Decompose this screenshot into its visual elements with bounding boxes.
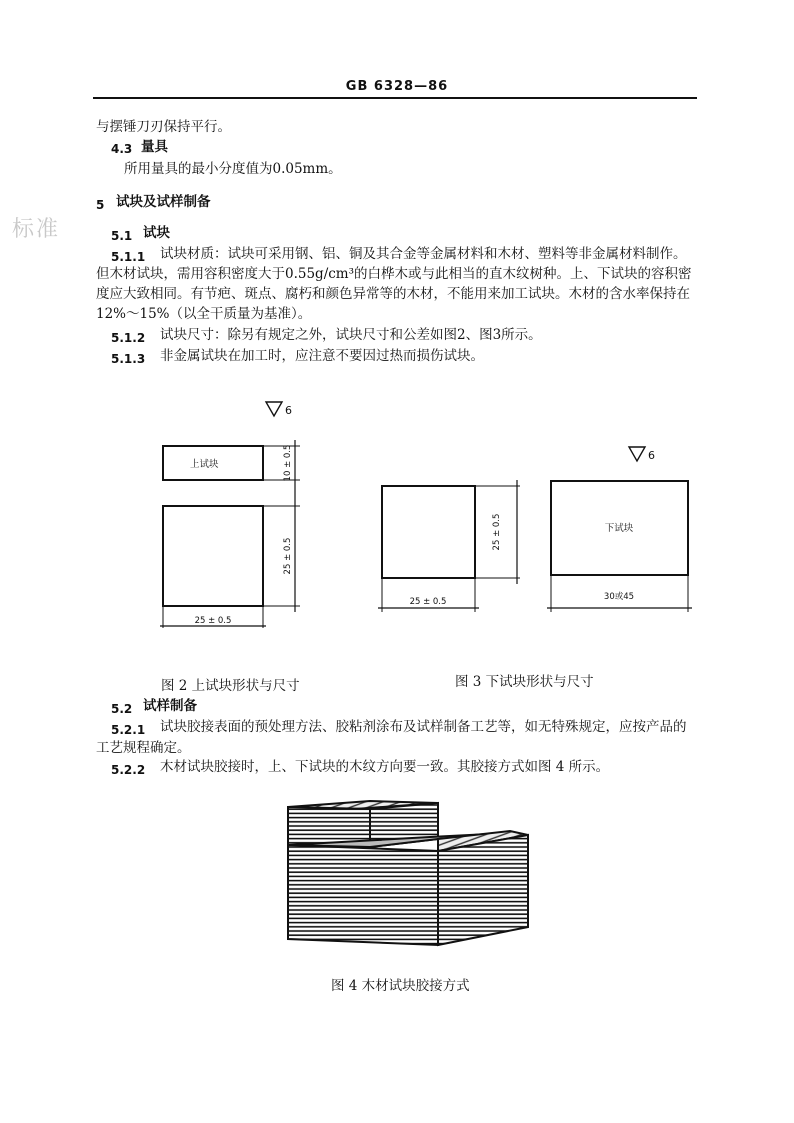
text-line: 试块胶接表面的预处理方法、胶粘剂涂布及试样制备工艺等，如无特殊规定，应按产品的 <box>160 719 687 735</box>
text-line: 工艺规程确定。 <box>96 740 191 756</box>
upper-test-block-rect <box>163 506 263 606</box>
section-number: 5 <box>96 198 105 212</box>
fig3-roughness-value: 6 <box>648 449 655 462</box>
text-line: 所用量具的最小分度值为0.05mm。 <box>124 161 342 177</box>
figure-4 <box>270 795 540 955</box>
watermark: 标准 <box>12 217 61 242</box>
section-number: 5.1 <box>111 229 133 243</box>
page-header: GB 6328—86 <box>345 79 449 94</box>
fig2-caption: 图 2 上试块形状与尺寸 <box>161 678 300 694</box>
section-title: 试样制备 <box>143 698 197 714</box>
header-rule <box>93 97 697 99</box>
text-line: 与摆锤刀刃保持平行。 <box>96 119 231 135</box>
lower-block-side <box>438 835 528 945</box>
fig4-caption: 图 4 木材试块胶接方式 <box>331 978 470 994</box>
upper-block-label: 上试块 <box>190 459 219 470</box>
text-line: 试块材质：试块可采用钢、铝、铜及其合金等金属材料和木材、塑料等非金属材料制作。 <box>160 246 687 262</box>
section-number: 5.1.3 <box>111 352 146 366</box>
fig3-dim-height: 25 ± 0.5 <box>492 513 502 551</box>
text-line: 度应大致相同。有节疤、斑点、腐朽和颜色异常等的木材，不能用来加工试块。木材的含水率保持在 <box>96 286 690 302</box>
section-number: 5.1.1 <box>111 250 146 264</box>
roughness-symbol-icon-2 <box>629 447 645 461</box>
fig3-dim-width-right: 30或45 <box>603 592 635 602</box>
lower-block-side-rect <box>382 486 475 578</box>
section-number: 5.1.2 <box>111 331 146 345</box>
fig3-dim-width-left: 25 ± 0.5 <box>409 597 447 607</box>
fig2-dim-upper-height: 10 ± 0.5 <box>283 444 293 482</box>
section-title: 试块及试样制备 <box>116 194 211 210</box>
figures-2-3 <box>0 380 794 700</box>
text-line: 但木材试块，需用容积密度大于0.55g/cm³的白桦木或与此相当的直木纹树种。上、下试块的容积密 <box>96 266 692 282</box>
text-line: 非金属试块在加工时，应注意不要因过热而损伤试块。 <box>160 348 484 364</box>
fig2-dim-width: 25 ± 0.5 <box>194 616 232 626</box>
lower-block-label: 下试块 <box>604 523 634 534</box>
section-number: 4.3 <box>111 142 133 156</box>
text-line: 12%～15%（以全干质量为基准）。 <box>96 306 312 322</box>
fig3-caption: 图 3 下试块形状与尺寸 <box>455 674 594 690</box>
section-title: 试块 <box>143 225 170 241</box>
section-number: 5.2.1 <box>111 723 146 737</box>
fig2-dim-lower-height: 25 ± 0.5 <box>283 537 293 575</box>
fig2-roughness-value: 6 <box>285 404 292 417</box>
section-number: 5.2.2 <box>111 763 146 777</box>
section-title: 量具 <box>141 139 168 155</box>
lower-block-front <box>288 845 438 945</box>
text-line: 试块尺寸：除另有规定之外，试块尺寸和公差如图2、图3所示。 <box>160 327 542 343</box>
roughness-symbol-icon <box>266 402 282 416</box>
text-line: 木材试块胶接时，上、下试块的木纹方向要一致。其胶接方式如图 4 所示。 <box>160 759 610 775</box>
section-number: 5.2 <box>111 702 133 716</box>
